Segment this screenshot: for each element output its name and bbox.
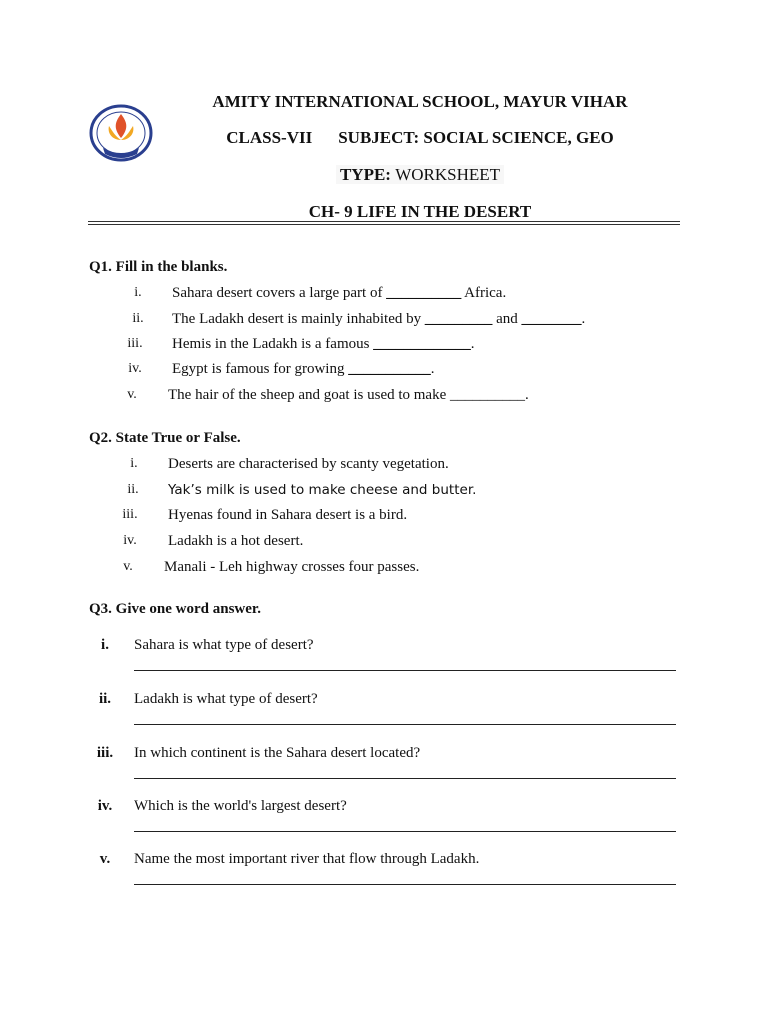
q1-item-number: ii. — [132, 311, 144, 326]
q2-item: Hyenas found in Sahara desert is a bird. — [168, 507, 408, 523]
class-subject-line — [170, 128, 670, 148]
q2-item-number: iv. — [123, 533, 137, 548]
q2-item: Deserts are characterised by scanty vegetation. — [168, 456, 449, 472]
q3-question: Ladakh is what type of desert? — [134, 691, 318, 707]
q3-item-number: ii. — [98, 691, 112, 707]
q3-item-number: v. — [99, 851, 111, 867]
q2-heading: Q2. State True or False. — [89, 430, 241, 446]
answer-blank[interactable]: __________ — [386, 285, 462, 301]
type-label: TYPE: — [339, 165, 391, 184]
q3-question: Name the most important river that flow through Ladakh. — [134, 851, 480, 867]
school-emblem-icon — [89, 104, 153, 162]
answer-line[interactable] — [134, 778, 676, 779]
q1-item-number: v. — [127, 387, 137, 402]
q3-question: Which is the world's largest desert? — [134, 798, 347, 814]
q3-item-number: iii. — [96, 745, 114, 761]
answer-blank[interactable]: _________ — [424, 311, 493, 327]
answer-blank[interactable]: ________ — [521, 311, 582, 327]
q3-question: Sahara is what type of desert? — [134, 637, 314, 653]
header-divider — [88, 221, 680, 222]
q3-heading: Q3. Give one word answer. — [89, 601, 261, 617]
q3-item-number: iv. — [97, 798, 113, 814]
q1-item-number: i. — [134, 285, 142, 300]
type-line — [170, 165, 670, 185]
answer-line[interactable] — [134, 884, 676, 885]
answer-line[interactable] — [134, 831, 676, 832]
q1-item: Egypt is famous for growing ___________. — [172, 361, 435, 377]
q1-item-number: iii. — [127, 336, 143, 351]
q1-item: Sahara desert covers a large part of __________ Africa. — [172, 285, 507, 301]
q2-item-number: v. — [123, 559, 133, 574]
answer-line[interactable] — [134, 670, 676, 671]
q2-item: Yak’s milk is used to make cheese and butter. — [168, 482, 477, 498]
q3-item-number: i. — [101, 637, 109, 653]
answer-blank[interactable]: _____________ — [373, 336, 471, 352]
q2-item-number: iii. — [122, 507, 138, 522]
q1-item-number: iv. — [128, 361, 142, 376]
q2-item: Ladakh is a hot desert. — [168, 533, 304, 549]
answer-blank[interactable]: ___________ — [348, 361, 431, 377]
q1-item: The Ladakh desert is mainly inhabited by _________ and ________. — [172, 311, 586, 327]
q1-item: Hemis in the Ladakh is a famous _____________. — [172, 336, 475, 352]
subject-label: SUBJECT: SOCIAL SCIENCE, GEO — [338, 128, 614, 147]
type-value: WORKSHEET — [395, 165, 501, 184]
header-divider — [88, 224, 680, 225]
class-label: CLASS-VII — [226, 128, 313, 147]
answer-line[interactable] — [134, 724, 676, 725]
q2-item-number: i. — [130, 456, 138, 471]
q1-heading: Q1. Fill in the blanks. — [89, 259, 228, 275]
school-name: AMITY INTERNATIONAL SCHOOL, MAYUR VIHAR — [212, 92, 628, 111]
q2-item: Manali - Leh highway crosses four passes. — [164, 559, 420, 575]
chapter-title: CH- 9 LIFE IN THE DESERT — [308, 202, 532, 221]
q1-item: The hair of the sheep and goat is used to make __________. — [168, 387, 529, 403]
q2-item-number: ii. — [127, 482, 139, 497]
q3-question: In which continent is the Sahara desert located? — [134, 745, 421, 761]
